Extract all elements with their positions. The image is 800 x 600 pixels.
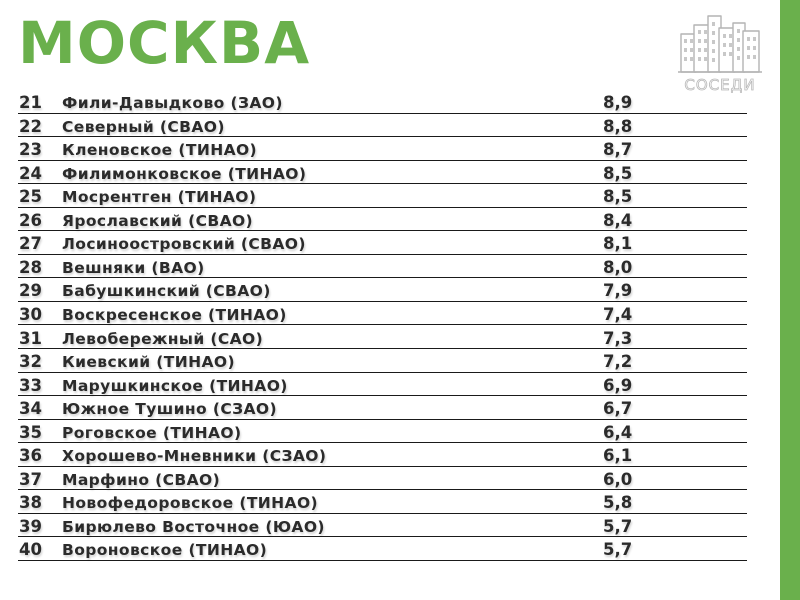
district-name: Бабушкинский (СВАО) — [62, 282, 271, 301]
table-row — [18, 90, 747, 114]
page-title: МОСКВА — [18, 9, 311, 77]
score-value: 8,0 — [603, 257, 633, 277]
district-name: Северный (СВАО) — [62, 117, 225, 136]
table-row — [18, 325, 747, 349]
score-value: 8,7 — [603, 140, 633, 160]
district-name: Воскресенское (ТИНАО) — [62, 305, 287, 324]
district-name: Хорошево-Мневники (СЗАО) — [62, 447, 327, 466]
score-value: 8,5 — [603, 163, 633, 183]
rank-number: 28 — [19, 257, 42, 277]
score-value: 8,5 — [603, 187, 633, 207]
rank-number: 24 — [19, 163, 42, 183]
rank-number: 34 — [19, 399, 42, 419]
district-name: Вешняки (ВАО) — [62, 258, 205, 277]
rank-number: 23 — [19, 140, 42, 160]
district-name: Марушкинское (ТИНАО) — [62, 376, 288, 395]
rank-number: 36 — [19, 446, 42, 466]
table-row — [18, 443, 747, 467]
district-name: Южное Тушино (СЗАО) — [62, 400, 277, 419]
score-value: 6,0 — [603, 469, 633, 489]
district-name: Левобережный (САО) — [62, 329, 264, 348]
district-name: Новофедоровское (ТИНАО) — [62, 494, 319, 513]
rank-number: 29 — [19, 281, 42, 301]
rank-number: 25 — [19, 187, 42, 207]
district-name: Лосиноостровский (СВАО) — [62, 235, 306, 254]
logo — [678, 14, 762, 98]
score-value: 5,8 — [603, 493, 633, 513]
score-value: 7,9 — [603, 281, 633, 301]
district-name: Мосрентген (ТИНАО) — [62, 188, 257, 207]
score-value: 5,7 — [603, 540, 633, 560]
rank-number: 27 — [19, 234, 42, 254]
ranking-list — [18, 90, 747, 561]
rank-number: 26 — [19, 210, 42, 230]
rank-number: 40 — [19, 540, 42, 560]
table-row — [18, 537, 747, 561]
score-value: 8,9 — [603, 93, 633, 113]
score-value: 7,4 — [603, 304, 633, 324]
score-value: 8,1 — [603, 234, 633, 254]
rank-number: 37 — [19, 469, 42, 489]
rank-number: 22 — [19, 116, 42, 136]
table-row — [18, 373, 747, 397]
score-value: 6,7 — [603, 399, 633, 419]
score-value: 5,7 — [603, 516, 633, 536]
score-value: 6,9 — [603, 375, 633, 395]
table-row — [18, 514, 747, 538]
rank-number: 32 — [19, 352, 42, 372]
district-name: Кленовское (ТИНАО) — [62, 141, 258, 160]
rank-number: 31 — [19, 328, 42, 348]
rank-number: 38 — [19, 493, 42, 513]
district-name: Ярославский (СВАО) — [62, 211, 254, 230]
table-row — [18, 302, 747, 326]
right-accent-bar — [780, 0, 800, 600]
table-row — [18, 396, 747, 420]
score-value: 6,4 — [603, 422, 633, 442]
table-row — [18, 467, 747, 491]
rank-number: 33 — [19, 375, 42, 395]
rank-number: 35 — [19, 422, 42, 442]
table-row — [18, 137, 747, 161]
rank-number: 30 — [19, 304, 42, 324]
district-name: Роговское (ТИНАО) — [62, 423, 242, 442]
district-name: Бирюлево Восточное (ЮАО) — [62, 517, 325, 536]
score-value: 7,2 — [603, 352, 633, 372]
score-value: 8,4 — [603, 210, 633, 230]
district-name: Марфино (СВАО) — [62, 470, 221, 489]
table-row — [18, 231, 747, 255]
district-name: Вороновское (ТИНАО) — [62, 541, 268, 560]
table-row — [18, 208, 747, 232]
district-name: Филимонковское (ТИНАО) — [62, 164, 307, 183]
score-value: 8,8 — [603, 116, 633, 136]
table-row — [18, 161, 747, 185]
table-row — [18, 114, 747, 138]
buildings-icon — [678, 14, 762, 76]
district-name: Фили-Давыдково (ЗАО) — [62, 94, 283, 113]
rank-number: 39 — [19, 516, 42, 536]
table-row — [18, 490, 747, 514]
table-row — [18, 278, 747, 302]
logo-text: СОСЕДИ — [684, 76, 756, 94]
table-row — [18, 349, 747, 373]
score-value: 7,3 — [603, 328, 633, 348]
table-row — [18, 255, 747, 279]
rank-number: 21 — [19, 93, 42, 113]
table-row — [18, 184, 747, 208]
district-name: Киевский (ТИНАО) — [62, 353, 235, 372]
score-value: 6,1 — [603, 446, 633, 466]
table-row — [18, 420, 747, 444]
